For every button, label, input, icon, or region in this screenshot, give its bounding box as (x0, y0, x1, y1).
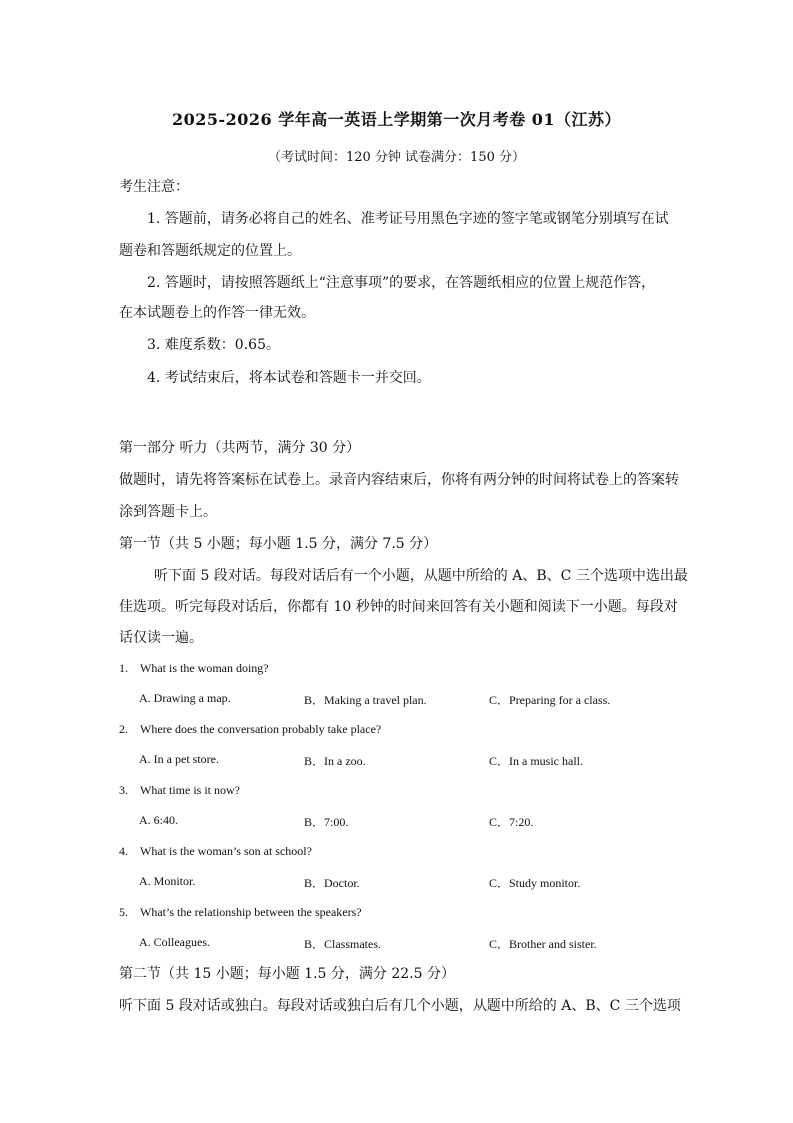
notice-label: 考生注意： (119, 179, 189, 195)
question-text: What is the woman doing? (140, 661, 269, 675)
option-a: A. Colleagues. (139, 935, 210, 949)
option-c: C．In a music hall. (489, 754, 583, 768)
option-c: C．7:20. (489, 815, 534, 829)
notice-item-4: 4. 考试结束后，将本试卷和答题卡一并交回。 (147, 370, 431, 386)
question-text: What’s the relationship between the speakers? (140, 905, 362, 919)
option-c: C．Preparing for a class. (489, 693, 611, 707)
part1-instruction-line-1: 做题时，请先将答案标在试卷上。录音内容结束后，你将有两分钟的时间将试卷上的答案转 (119, 472, 679, 488)
section1-heading: 第一节（共 5 小题；每小题 1.5 分，满分 7.5 分） (119, 536, 438, 552)
notice-item-2-line-2: 在本试题卷上的作答一律无效。 (119, 305, 315, 321)
notice-item-1-line-2: 题卷和答题纸规定的位置上。 (119, 243, 301, 259)
exam-info-subtitle: （考试时间：120 分钟 试卷满分：150 分） (267, 150, 526, 165)
option-b: B．7:00. (304, 815, 349, 829)
section1-instruction-line-2: 佳选项。听完每段对话后，你都有 10 秒钟的时间来回答有关小题和阅读下一小题。每段对 (119, 599, 678, 615)
section2-heading: 第二节（共 15 小题；每小题 1.5 分，满分 22.5 分） (119, 966, 455, 982)
question-number: 3. (119, 783, 128, 797)
section1-instruction-line-3: 话仅读一遍。 (119, 630, 203, 646)
option-c: C．Study monitor. (489, 876, 581, 890)
option-b: B．Doctor. (304, 876, 360, 890)
section2-instruction-line-1: 听下面 5 段对话或独白。每段对话或独白后有几个小题，从题中所给的 A、B、C 三个选项 (119, 998, 681, 1014)
question-text: Where does the conversation probably take place? (140, 722, 382, 736)
section1-instruction-line-1: 听下面 5 段对话。每段对话后有一个小题，从题中所给的 A、B、C 三个选项中选出最 (154, 568, 688, 584)
notice-item-2-line-1: 2. 答题时，请按照答题纸上“注意事项”的要求，在答题纸相应的位置上规范作答， (147, 275, 656, 291)
option-c: C．Brother and sister. (489, 937, 597, 951)
option-a: A. In a pet store. (139, 752, 219, 766)
option-a: A. Monitor. (139, 874, 196, 888)
notice-item-3: 3. 难度系数：0.65。 (147, 337, 280, 353)
notice-item-1-line-1: 1. 答题前，请务必将自己的姓名、准考证号用黑色字迹的签字笔或钢笔分别填写在试 (147, 211, 669, 227)
question-number: 2. (119, 722, 128, 736)
question-number: 4. (119, 844, 128, 858)
part1-heading: 第一部分 听力（共两节，满分 30 分） (119, 440, 361, 456)
part1-instruction-line-2: 涂到答题卡上。 (119, 504, 217, 520)
option-a: A. Drawing a map. (139, 691, 231, 705)
option-b: B．Making a travel plan. (304, 693, 427, 707)
question-number: 5. (119, 905, 128, 919)
option-b: B．Classmates. (304, 937, 381, 951)
option-a: A. 6:40. (139, 813, 178, 827)
question-number: 1. (119, 661, 128, 675)
question-text: What is the woman’s son at school? (140, 844, 312, 858)
page-title: 2025-2026 学年高一英语上学期第一次月考卷 01（江苏） (171, 110, 622, 129)
question-text: What time is it now? (140, 783, 240, 797)
option-b: B．In a zoo. (304, 754, 366, 768)
